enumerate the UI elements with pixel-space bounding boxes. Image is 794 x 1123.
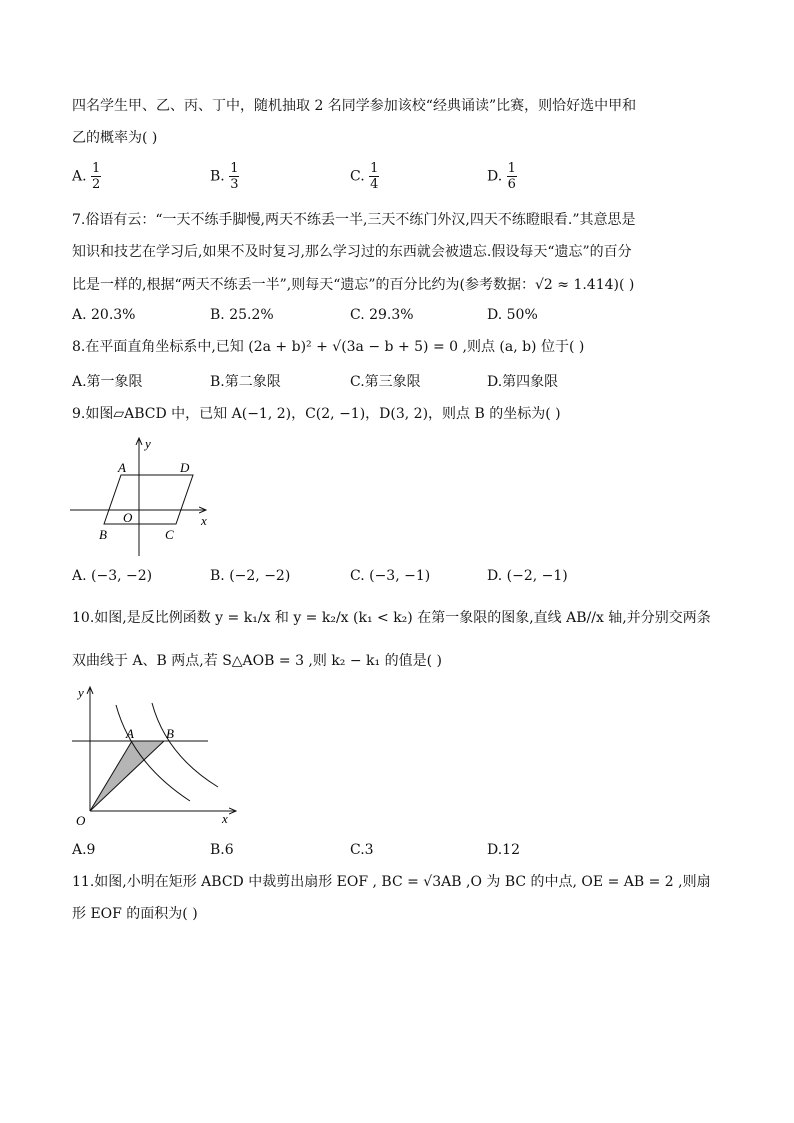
q8-option-b: B.第二象限	[210, 374, 281, 390]
q9-parallelogram-figure	[68, 436, 218, 560]
label-a: A	[118, 460, 126, 475]
q10-option-d: D.12	[487, 842, 520, 858]
label-y: y	[78, 685, 84, 700]
hyperbola-k2	[152, 703, 218, 787]
q10-option-a: A.9	[72, 842, 96, 858]
label-x: x	[201, 513, 207, 528]
label-c: C	[165, 527, 174, 542]
q9-option-d: D. (−2, −1)	[487, 568, 568, 584]
q10-text-line-1: 10.如图,是反比例函数 y = k₁/x 和 y = k₂/x (k₁ < k₂) 在第一象限的图象,直线 AB//x 轴,并分别交两条	[72, 610, 711, 626]
label-o: O	[123, 510, 133, 525]
q6-option-b: B. $\frac{1}{3}$	[210, 161, 239, 192]
fraction: $\frac{1}{4}$	[370, 161, 379, 192]
q10-option-c: C.3	[350, 842, 374, 858]
q8-option-d: D.第四象限	[487, 374, 559, 390]
q11-text-line-2: 形 EOF 的面积为( )	[72, 906, 198, 922]
q7-option-a: A. 20.3%	[72, 307, 136, 323]
q9-option-c: C. (−3, −1)	[350, 568, 431, 584]
q11-text-line-1: 11.如图,小明在矩形 ABCD 中裁剪出扇形 EOF , BC = √3AB ,O 为 BC 的中点, OE = AB = 2 ,则扇	[72, 874, 711, 890]
q7-option-b: B. 25.2%	[210, 307, 274, 323]
q7-option-d: D. 50%	[487, 307, 538, 323]
label-b: B	[99, 527, 107, 542]
q9-option-a: A. (−3, −2)	[72, 568, 153, 584]
q10-hyperbola-figure	[70, 683, 240, 831]
fraction: $\frac{1}{3}$	[230, 161, 239, 192]
q10-text-line-2: 双曲线于 A、B 两点,若 S△AOB = 3 ,则 k₂ − k₁ 的值是( )	[72, 653, 442, 669]
label-x: x	[222, 811, 228, 826]
q7-text-line-1: 7.俗语有云：“一天不练手脚慢,两天不练丢一半,三天不练门外汉,四天不练瞪眼看.”其意思是	[72, 212, 636, 228]
q6-option-d: D. $\frac{1}{6}$	[487, 161, 516, 192]
label-d: D	[180, 460, 190, 475]
q7-text-line-2: 知识和技艺在学习后,如果不及时复习,那么学习过的东西就会被遗忘.假设每天“遗忘”的百分	[72, 244, 632, 260]
fraction: $\frac{1}{6}$	[507, 161, 516, 192]
q7-option-c: C. 29.3%	[350, 307, 414, 323]
fraction: $\frac{1}{2}$	[92, 161, 101, 192]
label-o: O	[76, 813, 86, 828]
label-b: B	[166, 726, 174, 741]
q9-option-b: B. (−2, −2)	[210, 568, 291, 584]
q10-option-b: B.6	[210, 842, 234, 858]
q6-option-a: A. $\frac{1}{2}$	[72, 161, 101, 192]
q9-text-line-1: 9.如图▱ABCD 中，已知 A(−1, 2)，C(2, −1)，D(3, 2)，则点 B 的坐标为( )	[72, 406, 561, 422]
q7-text-line-3: 比是一样的,根据“两天不练丢一半”,则每天“遗忘”的百分比约为(参考数据：√2 ≈ 1.414)( )	[72, 277, 635, 293]
triangle-aob	[90, 741, 164, 811]
q6-text-line-2: 乙的概率为( )	[72, 130, 158, 146]
q8-text-line-1: 8.在平面直角坐标系中,已知 (2a + b)² + √(3a − b + 5) = 0 ,则点 (a, b) 位于( )	[72, 339, 585, 355]
parallelogram-abcd	[104, 475, 193, 524]
q8-option-c: C.第三象限	[350, 374, 421, 390]
q6-option-c: C. $\frac{1}{4}$	[350, 161, 379, 192]
q8-option-a: A.第一象限	[72, 374, 143, 390]
label-a: A	[126, 726, 134, 741]
q6-text-line-1: 四名学生甲、乙、丙、丁中，随机抽取 2 名同学参加该校“经典诵读”比赛，则恰好选中甲和	[72, 98, 637, 114]
label-y: y	[145, 436, 151, 451]
